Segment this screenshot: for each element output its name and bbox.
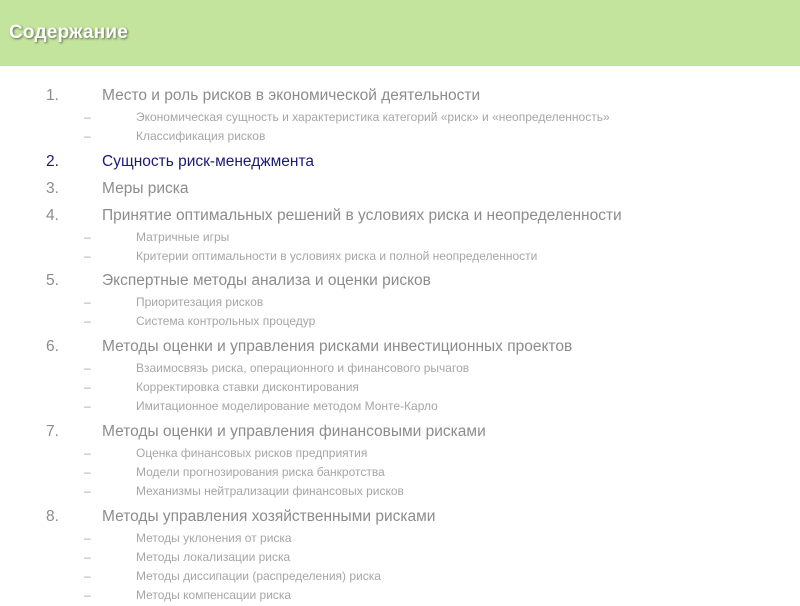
toc-item-text: Методы оценки и управления финансовыми рисками: [102, 422, 486, 440]
toc-subitem: [0, 312, 800, 331]
toc-item-number: 6.: [46, 337, 59, 355]
dash-marker: –: [84, 588, 91, 603]
toc-subitem-text: Методы уклонения от риска: [136, 530, 292, 545]
dash-marker: –: [84, 464, 91, 479]
toc-subitem-text: Имитационное моделирование методом Монте-Карло: [136, 399, 438, 414]
toc-item-text: Принятие оптимальных решений в условиях риска и неопределенности: [102, 206, 622, 224]
toc-subitem: [0, 127, 800, 146]
toc-item-text: Методы оценки и управления рисками инвестиционных проектов: [102, 337, 573, 355]
toc-item-number: 4.: [46, 206, 59, 224]
toc-item: [0, 84, 800, 108]
dash-marker: –: [84, 484, 91, 499]
toc-subitem-text: Критерии оптимальности в условиях риска и полной неопределенности: [136, 248, 538, 263]
toc-subitem-text: Корректировка ставки дисконтирования: [136, 380, 359, 395]
toc-item-text: Меры риска: [102, 179, 189, 197]
toc-subitem: [0, 108, 800, 127]
dash-marker: –: [84, 229, 91, 244]
toc-subitem: [0, 482, 800, 501]
toc-subitem: [0, 293, 800, 312]
toc-item-text: Экспертные методы анализа и оценки рисков: [102, 272, 431, 290]
toc-item-active: [0, 150, 800, 174]
toc-item-number: 2.: [46, 152, 59, 170]
dash-marker: –: [84, 360, 91, 375]
toc-subitem-text: Модели прогнозирования риска банкротства: [136, 464, 385, 479]
toc-subitem-text: Система контрольных процедур: [136, 314, 316, 329]
toc-subitem: [0, 548, 800, 567]
toc-subitem-text: Методы локализации риска: [136, 549, 291, 564]
toc-item-text: Место и роль рисков в экономической деятельности: [102, 87, 481, 104]
dash-marker: –: [84, 248, 91, 263]
dash-marker: –: [84, 569, 91, 584]
dash-marker: –: [84, 445, 91, 460]
toc-item-text: Сущность риск-менеджмента: [102, 152, 314, 170]
dash-marker: –: [84, 295, 91, 310]
toc-subitem-text: Методы компенсации риска: [136, 588, 292, 603]
slide-header: [0, 0, 800, 66]
toc-item: [0, 420, 800, 444]
toc-subitem: [0, 378, 800, 397]
toc-subitem: [0, 444, 800, 463]
toc-subitem: [0, 567, 800, 586]
toc-subitem-text: Оценка финансовых рисков предприятия: [136, 445, 368, 460]
toc-item: [0, 204, 800, 228]
dash-marker: –: [84, 530, 91, 545]
toc-subitem: [0, 463, 800, 482]
toc-subitem-text: Механизмы нейтрализации финансовых рисков: [136, 484, 404, 499]
table-of-contents: [0, 84, 800, 606]
toc-item: [0, 177, 800, 201]
toc-subitem: [0, 529, 800, 548]
toc-subitem: [0, 359, 800, 378]
toc-subitem: [0, 586, 800, 605]
dash-marker: –: [84, 110, 91, 124]
toc-subitem-text: Взаимосвязь риска, операционного и финансового рычагов: [136, 360, 470, 375]
page-title: Содержание: [9, 22, 129, 43]
toc-item: [0, 505, 800, 529]
toc-item: [0, 335, 800, 359]
toc-item-text: Методы управления хозяйственными рисками: [102, 507, 436, 525]
toc-subitem: [0, 228, 800, 247]
dash-marker: –: [84, 549, 91, 564]
toc-subitem-text: Классификация рисков: [136, 129, 266, 144]
toc-subitem-text: Приоритезация рисков: [136, 295, 264, 310]
toc-item-number: 5.: [46, 272, 59, 290]
toc-subitem: [0, 247, 800, 266]
dash-marker: –: [84, 380, 91, 395]
toc-item-number: 1.: [46, 87, 59, 104]
dash-marker: –: [84, 129, 91, 144]
toc-item-number: 8.: [46, 507, 59, 525]
dash-marker: –: [84, 314, 91, 329]
toc-subitem-text: Экономическая сущность и характеристика категорий «риск» и «неопределенность»: [136, 110, 610, 124]
dash-marker: –: [84, 399, 91, 414]
toc-subitem-text: Матричные игры: [136, 229, 230, 244]
toc-item: [0, 269, 800, 293]
toc-item-number: 3.: [46, 179, 59, 197]
toc-item-number: 7.: [46, 422, 59, 440]
toc-subitem-text: Методы диссипации (распределения) риска: [136, 569, 381, 584]
toc-subitem: [0, 397, 800, 416]
